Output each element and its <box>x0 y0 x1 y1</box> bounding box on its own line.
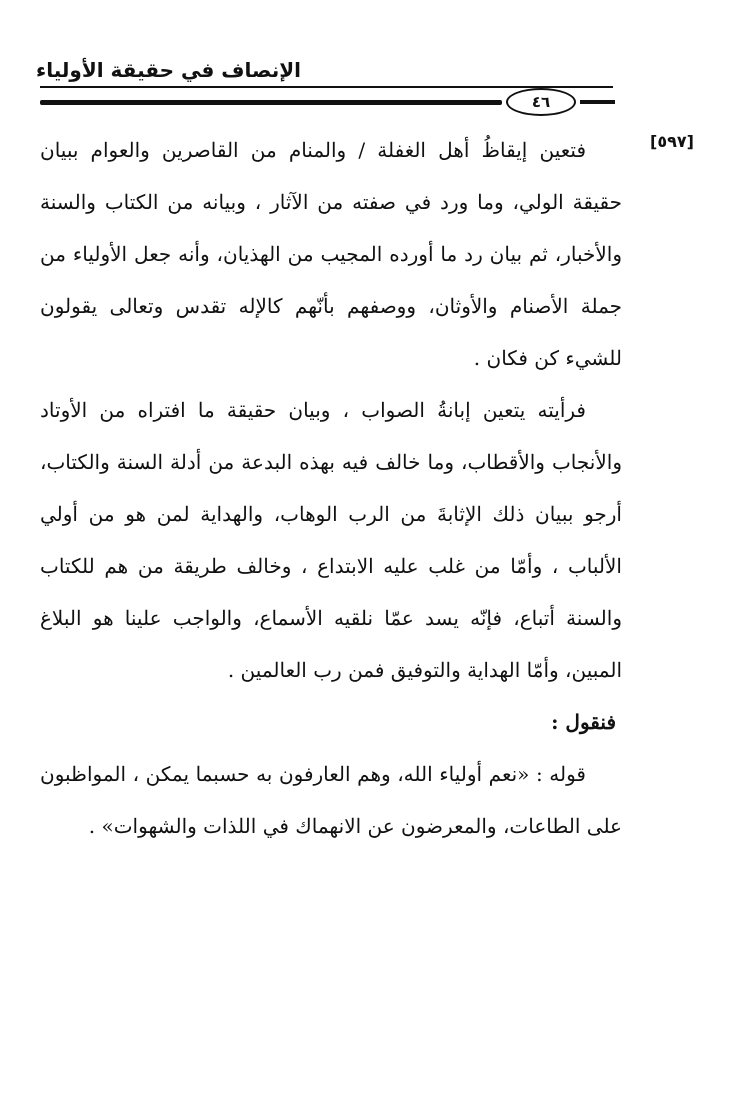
header-rule-thin <box>40 86 613 88</box>
header-rule-thick <box>40 100 502 105</box>
paragraph-2: فرأيته يتعين إبانةُ الصواب ، وبيان حقيقة ما افتراه من الأوتاد والأنجاب والأقطاب، وما خالف فيه بهذه البدعة من أدلة السنة والكتاب، أرجو ببيان ذلك الإثابةَ من الرب الوهاب، والهداية لمن هو من أولي الألباب ، وأمّا من غلب عليه الابتداع ، وخالف طريقة من هم للكتاب والسنة أتباع، فإنّه يسد عمّا نلقيه الأسماع، والواجب علينا هو البلاغ المبين، وأمّا الهداية والتوفيق فمن رب العالمين . <box>40 398 622 682</box>
paragraph-1: فتعين إيقاظُ أهل الغفلة / والمنام من القاصرين والعوام ببيان حقيقة الولي، وما ورد في صفته من الآثار ، وبيانه من الكتاب والسنة والأخبار، ثم بيان رد ما أورده المجيب من الهذيان، وأنه جعل الأولياء من جملة الأصنام والأوثان، ووصفهم بأنّهم كالإله تقدس وتعالى يقولون للشيء كن فكان . <box>40 138 622 370</box>
page-number-badge: ٤٦ <box>506 88 576 116</box>
body-text <box>40 124 622 852</box>
quote-paragraph: قوله : «نعم أولياء الله، وهم العارفون به حسبما يمكن ، المواظبون على الطاعات، والمعرضون عن الانهماك في اللذات والشهوات» . <box>40 762 622 838</box>
header-rule-right <box>580 100 615 104</box>
running-header-title: الإنصاف في حقيقة الأولياء <box>36 58 302 82</box>
marginal-reference: [٥٩٧] <box>650 132 694 151</box>
section-heading: فنقول : <box>551 710 616 734</box>
